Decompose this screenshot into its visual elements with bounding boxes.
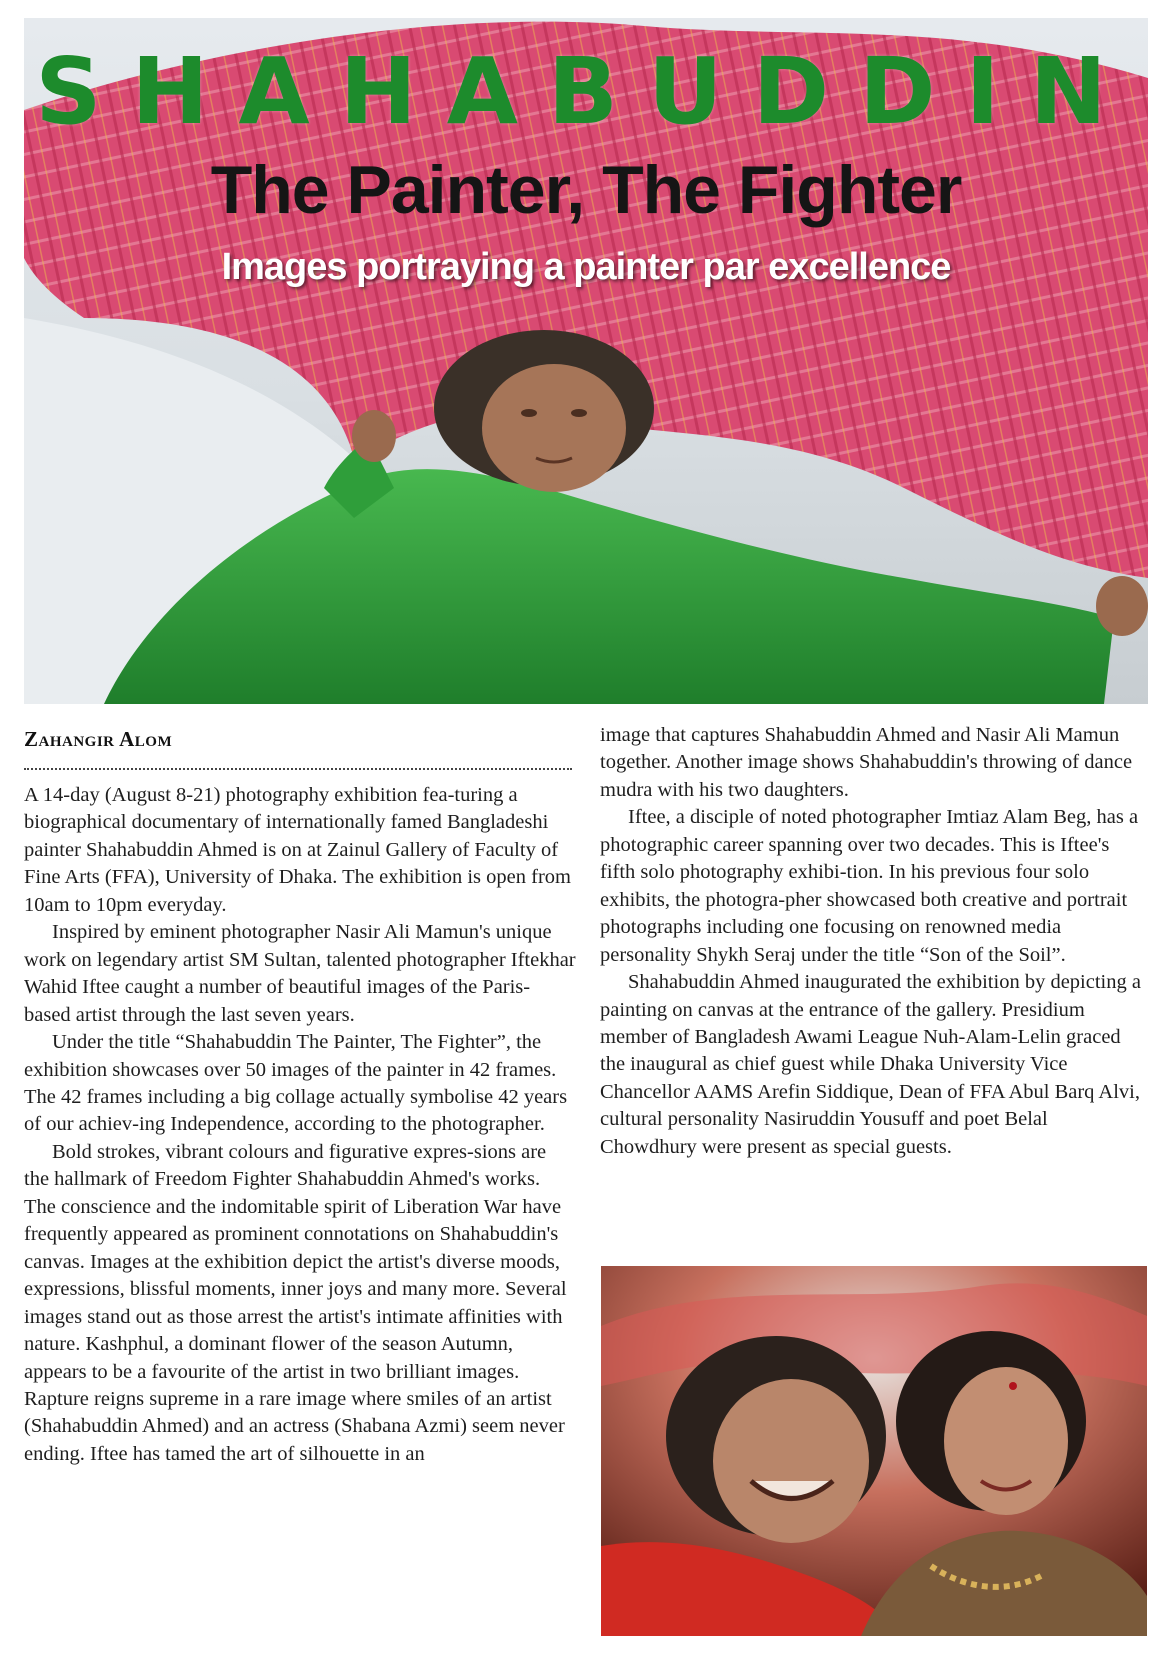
paragraph: image that captures Shahabuddin Ahmed and Nasir Ali Mamun together. Another image shows Shahabuddin's throwing of dance mudra with his two daughters. (600, 724, 1133, 801)
page-title: SHAHABUDDIN (35, 38, 1137, 145)
paragraph: Under the title “Shahabuddin The Painter, The Fighter”, the exhibition showcases over 50 images of the painter in 42 frames. The 42 frames including a big collage actually symbolise 42 years of our achiev-ing Independence, according to the photographer. (24, 1031, 568, 1136)
hero-photo (24, 18, 1148, 704)
author-byline: Zahangir Alom (24, 727, 173, 751)
paragraph: Bold strokes, vibrant colours and figurative expres-sions are the hallmark of Freedom Fighter Shahabuddin Ahmed's works. The conscience and the indomitable spirit of Liberation War have frequently appeared as prominent connotations on Shahabuddin's canvas. Images at the exhibition depict the artist's diverse moods, expressions, blissful moments, inner joys and many more. Several images stand out as those arrest the artist's intimate affinities with nature. Kashphul, a dominant flower of the season Autumn, appears to be a favourite of the artist in two brilliant images. Rapture reigns supreme in a rare image where smiles of an artist (Shahabuddin Ahmed) and an actress (Shabana Azmi) seem never ending. Iftee has tamed the art of silhouette in an (24, 1140, 567, 1465)
paragraph: A 14-day (August 8-21) photography exhibition fea-turing a biographical documentary of internationally famed Bangladeshi painter Shahabuddin Ahmed is on at Zainul Gallery of Faculty of Fine Arts (FFA), University of Dhaka. The exhibition is open from 10am to 10pm everyday. (24, 784, 571, 916)
page-tagline: Images portraying a painter par excellence (221, 246, 951, 288)
inset-illustration (601, 1266, 1147, 1636)
paragraph: Shahabuddin Ahmed inaugurated the exhibition by depicting a painting on canvas at the entrance of the gallery. Presidium member of Bangladesh Awami League Nuh-Alam-Lelin graced the inaugural as chief guest while Dhaka University Vice Chancellor AAMS Arefin Siddique, Dean of FFA Abul Barq Alvi, cultural personality Nasiruddin Yousuff and poet Belal Chowdhury were present as special guests. (600, 971, 1141, 1158)
inset-photo (601, 1266, 1147, 1636)
article-column-right (600, 722, 1148, 1161)
article-column-left (24, 782, 576, 1468)
paragraph: Iftee, a disciple of noted photographer Imtiaz Alam Beg, has a photographic career spanning over two decades. This is Iftee's fifth solo photography exhibi-tion. In his previous four solo exhibits, the photogra-pher showcased both creative and portrait photographs including one focusing on renowned media personality Shykh Seraj under the title “Son of the Soil”. (600, 806, 1139, 966)
page-subtitle: The Painter, The Fighter (210, 152, 962, 228)
paragraph: Inspired by eminent photographer Nasir Ali Mamun's unique work on legendary artist SM Sultan, talented photographer Iftekhar Wahid Iftee caught a number of beautiful images of the Paris-based artist through the last seven years. (24, 921, 576, 1026)
byline-divider (24, 768, 572, 770)
